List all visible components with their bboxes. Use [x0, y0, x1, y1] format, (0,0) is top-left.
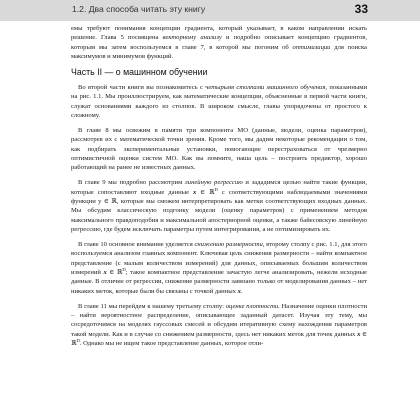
text-run: . Однако мы не ищем такое представление данных, которое отли- [79, 339, 264, 347]
emphasized-term: векторному анализу [162, 34, 222, 42]
text-run: . Назначение оценки плотности – найти вероятностное распределение, описывающее заданный датасет. Изучая эту тему, мы сосредоточимся на моделях гауссовых смесей и обсудим итеративную схему нахождения параметров такой модели. Как и в случае со снижением размерности, здесь нет никаких меток для точек данных [71, 302, 367, 338]
paragraph-intro-continued [71, 24, 367, 61]
text-run: ∈ ℝ [106, 268, 123, 276]
superscript: D [214, 186, 218, 192]
text-run: ∈ ℝ [196, 188, 215, 196]
emphasized-term: линейную регрессию [184, 179, 243, 187]
section-heading: Часть II — о машинном обучении [71, 66, 208, 77]
emphasized-term: четырьмя столпами машинного обучения [205, 83, 326, 91]
text-run: ∈ ℝ [71, 330, 367, 347]
paragraph-chapter-10 [71, 240, 367, 296]
paragraph-part-two-overview [71, 83, 367, 120]
text-run: , показанными на рис. 1.1. Мы проиллюстрируем, как математические концепции, объясненные в первой части книги, служат основаниями каждого из столпов. В широком смысле, главы упорядочены от простого к сложному. [71, 83, 367, 119]
text-run: Во второй части книги вы познакомитесь с [78, 83, 206, 91]
body-text [71, 24, 367, 354]
text-run: емы требуют понимания концепции градиента, который указывает, в каком направлении искать решение. Глава 5 посвящена [71, 25, 367, 42]
emphasized-term: оценке плотности [225, 302, 279, 310]
math-vector: x [357, 330, 361, 338]
emphasized-term: оптимизации [292, 43, 331, 51]
text-run: , второму столпу с рис. 1.1, для этого воспользуемся анализом главных компонент. Ключевая цель снижения размерности – найти компактное представление (с малым количеством измерений) для данных, описываемых большим количеством измерений [71, 240, 367, 276]
paragraph-chapter-8 [71, 126, 367, 173]
text-run: В главе 8 мы освежим в памяти три компонента МО (данные, модели, оценка параметров), рассмотрев их с математической точки зрения. Кроме того, мы дадим некоторые рекомендации о том, как подбирать экспериментальные установки, помогающие перестраховаться от чрезмерно оптимистичной оценки систем МО. Как вы помните, наша цель – построить предиктор, хорошо работающий на ранее не известных данных. [71, 126, 367, 172]
text-run: для поиска максимумов и минимумов функций. [71, 43, 367, 61]
text-run: . [240, 287, 243, 295]
paragraph-chapter-9 [71, 178, 367, 234]
math-vector: x [192, 188, 197, 196]
chapter-heading: 1.2. Два способа читать эту книгу [72, 4, 206, 14]
running-header [0, 0, 420, 21]
page-number: 33 [354, 2, 368, 16]
text-run: и зададимся целью найти такие функции, которые сопоставляют входные данные [71, 179, 367, 196]
text-run: В главе 11 мы перейдем к нашему третьему столпу: [78, 302, 226, 310]
superscript: D [122, 266, 126, 272]
text-run: и подробно описывает концепцию градиентов, которым мы затем воспользуемся в главе 7, в которой мы погоним об [71, 34, 367, 51]
superscript: D [76, 337, 80, 343]
text-run: В главе 9 мы подробно рассмотрим [78, 179, 185, 187]
text-run: ; такое компактное представление зачастую легче анализировать, нежели исходные данные. В отличие от регрессии, снижение размерности завязано только от моделирования данных – нет никаких меток, которые были бы связаны с точкой данных [71, 268, 367, 295]
emphasized-term: снижению размерности [194, 240, 263, 248]
math-vector: x [103, 268, 107, 276]
paragraph-chapter-11 [71, 302, 367, 349]
math-vector: x [237, 287, 241, 295]
text-run: с соответствующими наблюдаемыми значениями функции y ∈ ℝ, которые мы сможем интерпретировать как метки соответствующих входных данных. Мы обсудим классическую подгонку модели (оценку параметров) с применением методов максимального правдоподобия и максимальной апостериорной оценки, а также байесовскую линейную регрессию, где будем исключать параметры путем интегрирования, а не оптимизировать их. [71, 188, 367, 233]
text-run: В главе 10 основное внимание уделяется [78, 240, 195, 248]
